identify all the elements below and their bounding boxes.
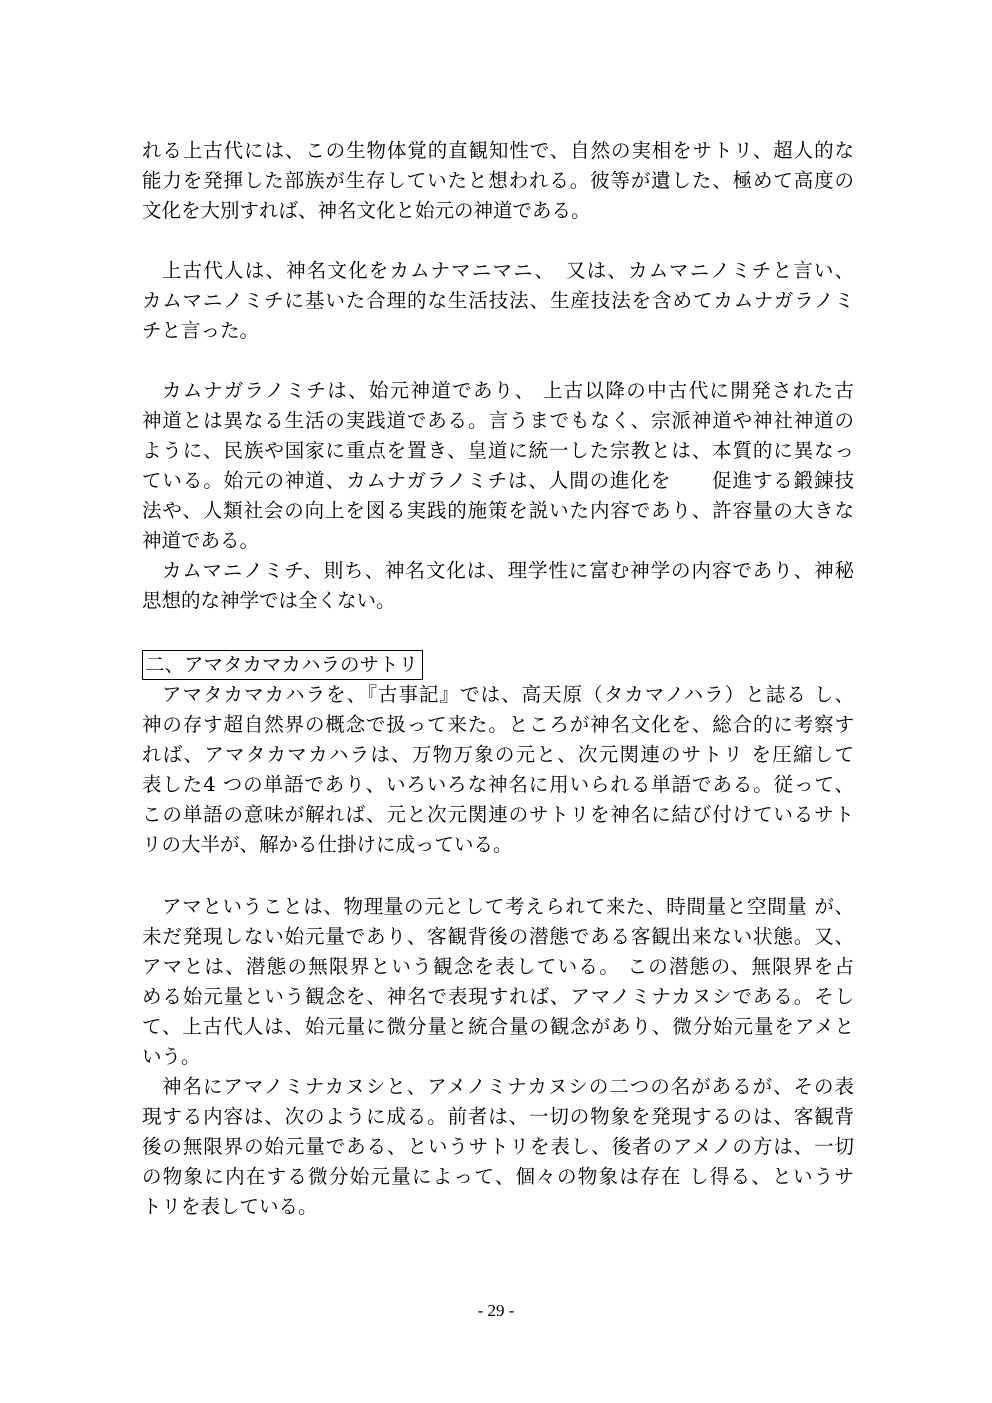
paragraph-4 [142,556,854,616]
paragraph-line: 未だ発現しない始元量であり、客観背後の潜態である客観出来ない状態。又、 [142,925,854,948]
paragraph-line: める始元量という観念を、神名で表現すれば、アマノミナカヌシである。そし [142,985,854,1008]
paragraph-line: れば、アマタカマカハラは、万物万象の元と、次元関連のサトリ を圧縮して [142,743,854,766]
paragraph-line: カムマニノミチに基いた合理的な生活技法、生産技法を含めてカムナガラノミ [142,289,854,312]
paragraph-line: 思想的な神学では全くない。 [142,589,396,612]
paragraph-line: 神の存す超自然界の概念で扱って来た。ところが神名文化を、総合的に考察す [142,713,854,736]
paragraph-line: れる上古代には、この生物体覚的直観知性で、自然の実相をサトリ、超人的な [142,139,854,162]
page-number: - 29 - [477,1301,515,1320]
paragraph-line: 法や、人類社会の向上を図る実践的施策を説いた内容であり、許容量の大きな [142,499,854,522]
paragraph-line: カムマニノミチ、則ち、神名文化は、理学性に富む神学の内容であり、神秘 [162,559,854,582]
paragraph-line: 上古代人は、神名文化をカムナマニマニ、 又は、カムマニノミチと言い、 [162,259,854,282]
paragraph-3 [142,376,854,556]
paragraph-1 [142,136,854,226]
paragraph-line: 能力を発揮した部族が生存していたと想われる。彼等が遺した、極めて高度の [142,169,854,192]
paragraph-line: アマということは、物理量の元として考えられて来た、時間量と空間量 が、 [162,895,854,918]
paragraph-6 [142,892,854,1072]
paragraph-line: ている。始元の神道、カムナガラノミチは、人間の進化を 促進する鍛錬技 [142,469,854,492]
section-heading: 二、アマタカマカハラのサトリ [142,650,423,680]
paragraph-line: リの大半が、解かる仕掛けに成っている。 [142,833,513,856]
paragraph-line: トリを表している。 [142,1195,318,1218]
paragraph-line: 神名にアマノミナカヌシと、アメノミナカヌシの二つの名があるが、その表 [162,1075,854,1098]
paragraph-line: 神道である。 [142,529,260,552]
paragraph-2 [142,256,854,346]
paragraph-line: この単語の意味が解れば、元と次元関連のサトリを神名に結び付けているサト [142,803,854,826]
paragraph-line: カムナガラノミチは、始元神道であり、 上古以降の中古代に開発された古 [162,379,854,402]
paragraph-5 [142,680,854,860]
paragraph-line: アマタカマカハラを、『古事記』では、高天原（タカマノハラ）と誌る し、 [162,683,854,706]
paragraph-line: の物象に内在する微分始元量によって、個々の物象は存在 し得る、というサ [142,1165,854,1188]
paragraph-line: 神道とは異なる生活の実践道である。言うまでもなく、宗派神道や神社神道の [142,409,854,432]
paragraph-line: て、上古代人は、始元量に微分量と統合量の観念があり、微分始元量をアメと [142,1015,854,1038]
paragraph-line: 文化を大別すれば、神名文化と始元の神道である。 [142,199,591,222]
paragraph-line: 表した4 つの単語であり、いろいろな神名に用いられる単語である。従って、 [142,773,854,796]
paragraph-line: いう。 [142,1045,201,1068]
paragraph-line: アマとは、潜態の無限界という観念を表している。 この潜態の、無限界を占 [142,955,854,978]
paragraph-line: ように、民族や国家に重点を置き、皇道に統一した宗教とは、本質的に異なっ [142,439,854,462]
paragraph-line: チと言った。 [142,319,260,342]
paragraph-7 [142,1072,854,1222]
paragraph-line: 後の無限界の始元量である、というサトリを表し、後者のアメノの方は、一切 [142,1135,854,1158]
paragraph-line: 現する内容は、次のように成る。前者は、一切の物象を発現するのは、客観背 [142,1105,854,1128]
